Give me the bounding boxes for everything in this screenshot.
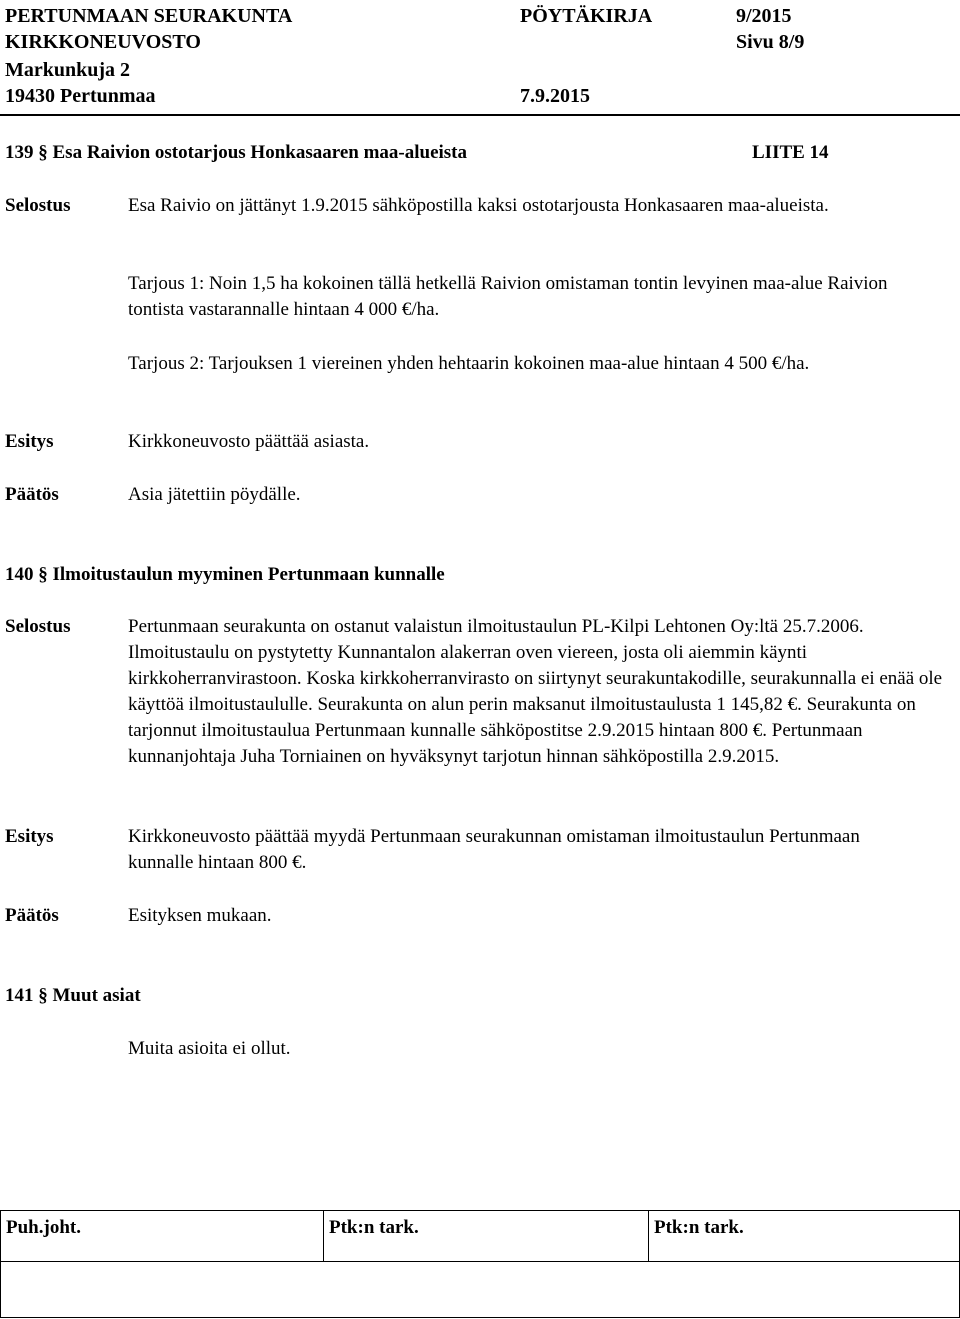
chair-label: Puh.joht. (6, 1217, 81, 1238)
checker-2-label: Ptk:n tark. (654, 1217, 744, 1238)
paatos-text: Asia jätettiin pöydälle. (128, 484, 301, 505)
org-name: PERTUNMAAN SEURAKUNTA (5, 5, 293, 27)
section-title: 141 § Muut asiat (5, 985, 141, 1006)
label-paatos: Päätös (5, 484, 59, 505)
chair-signature-cell (1, 1211, 324, 1261)
offer-2-paragraph: Tarjous 2: Tarjouksen 1 viereinen yhden hehtaarin kokoinen maa-alue hintaan 4 500 €/ha. (128, 353, 810, 374)
doc-number: 9/2015 (736, 5, 792, 27)
signature-table (0, 1210, 960, 1318)
label-selostus: Selostus (5, 616, 71, 637)
header-rule (0, 114, 960, 116)
selostus-paragraph: Pertunmaan seurakunta on ostanut valaistun ilmoitustaulun PL-Kilpi Lehtonen Oy:ltä 25.7.2006. Ilmoitustaulu on pystytetty Kunnantalon alakerran oven viereen, josta oli aiemmin käynti kirkkoherranvirastoon. Koska kirkkoherranvirasto on siirtynyt seurakuntakodille, seurakunnalla ei enää ole käyttöä ilmoitustaululle. Seurakunta on alun perin maksanut ilmoitustaulusta 1 145,82 €. Seurakunta on tarjonnut ilmoitustaulua Pertunmaan kunnalle sähköpostitse 2.9.2015 hintaan 800 €. Pertunmaan kunnanjohtaja Juha Torniainen on hyväksynyt tarjotun hinnan sähköpostilla 2.9.2015. (128, 616, 943, 767)
section-title: 140 § Ilmoitustaulun myyminen Pertunmaan kunnalle (5, 564, 445, 585)
table-divider (1, 1261, 959, 1262)
page-number: Sivu 8/9 (736, 31, 805, 53)
muut-asiat-text: Muita asioita ei ollut. (128, 1038, 291, 1059)
label-selostus: Selostus (5, 195, 71, 216)
label-esitys: Esitys (5, 431, 54, 452)
esitys-text: Kirkkoneuvosto päättää myydä Pertunmaan seurakunnan omistaman ilmoitustaulun Pertunmaan kunnalle hintaan 800 €. (128, 826, 860, 873)
body-name: KIRKKONEUVOSTO (5, 31, 201, 53)
label-esitys: Esitys (5, 826, 54, 847)
checker-2-signature-cell (649, 1211, 959, 1261)
attachment-ref: LIITE 14 (752, 142, 829, 163)
paatos-text: Esityksen mukaan. (128, 905, 272, 926)
offer-1-paragraph: Tarjous 1: Noin 1,5 ha kokoinen tällä hetkellä Raivion omistaman tontin levyinen maa-alue Raivion tontista vastarannalle hintaan 4 000 €/ha. (128, 273, 888, 320)
postal-address: 19430 Pertunmaa (5, 85, 156, 107)
doc-type: PÖYTÄKIRJA (520, 5, 653, 27)
esitys-text: Kirkkoneuvosto päättää asiasta. (128, 431, 370, 452)
label-paatos: Päätös (5, 905, 59, 926)
selostus-paragraph: Esa Raivio on jättänyt 1.9.2015 sähköpostilla kaksi ostotarjousta Honkasaaren maa-alueista. (128, 195, 829, 216)
meeting-date: 7.9.2015 (520, 85, 590, 107)
checker-1-signature-cell (324, 1211, 649, 1261)
street-address: Markunkuja 2 (5, 59, 131, 81)
checker-1-label: Ptk:n tark. (329, 1217, 419, 1238)
section-title: 139 § Esa Raivion ostotarjous Honkasaaren maa-alueista (5, 142, 468, 163)
